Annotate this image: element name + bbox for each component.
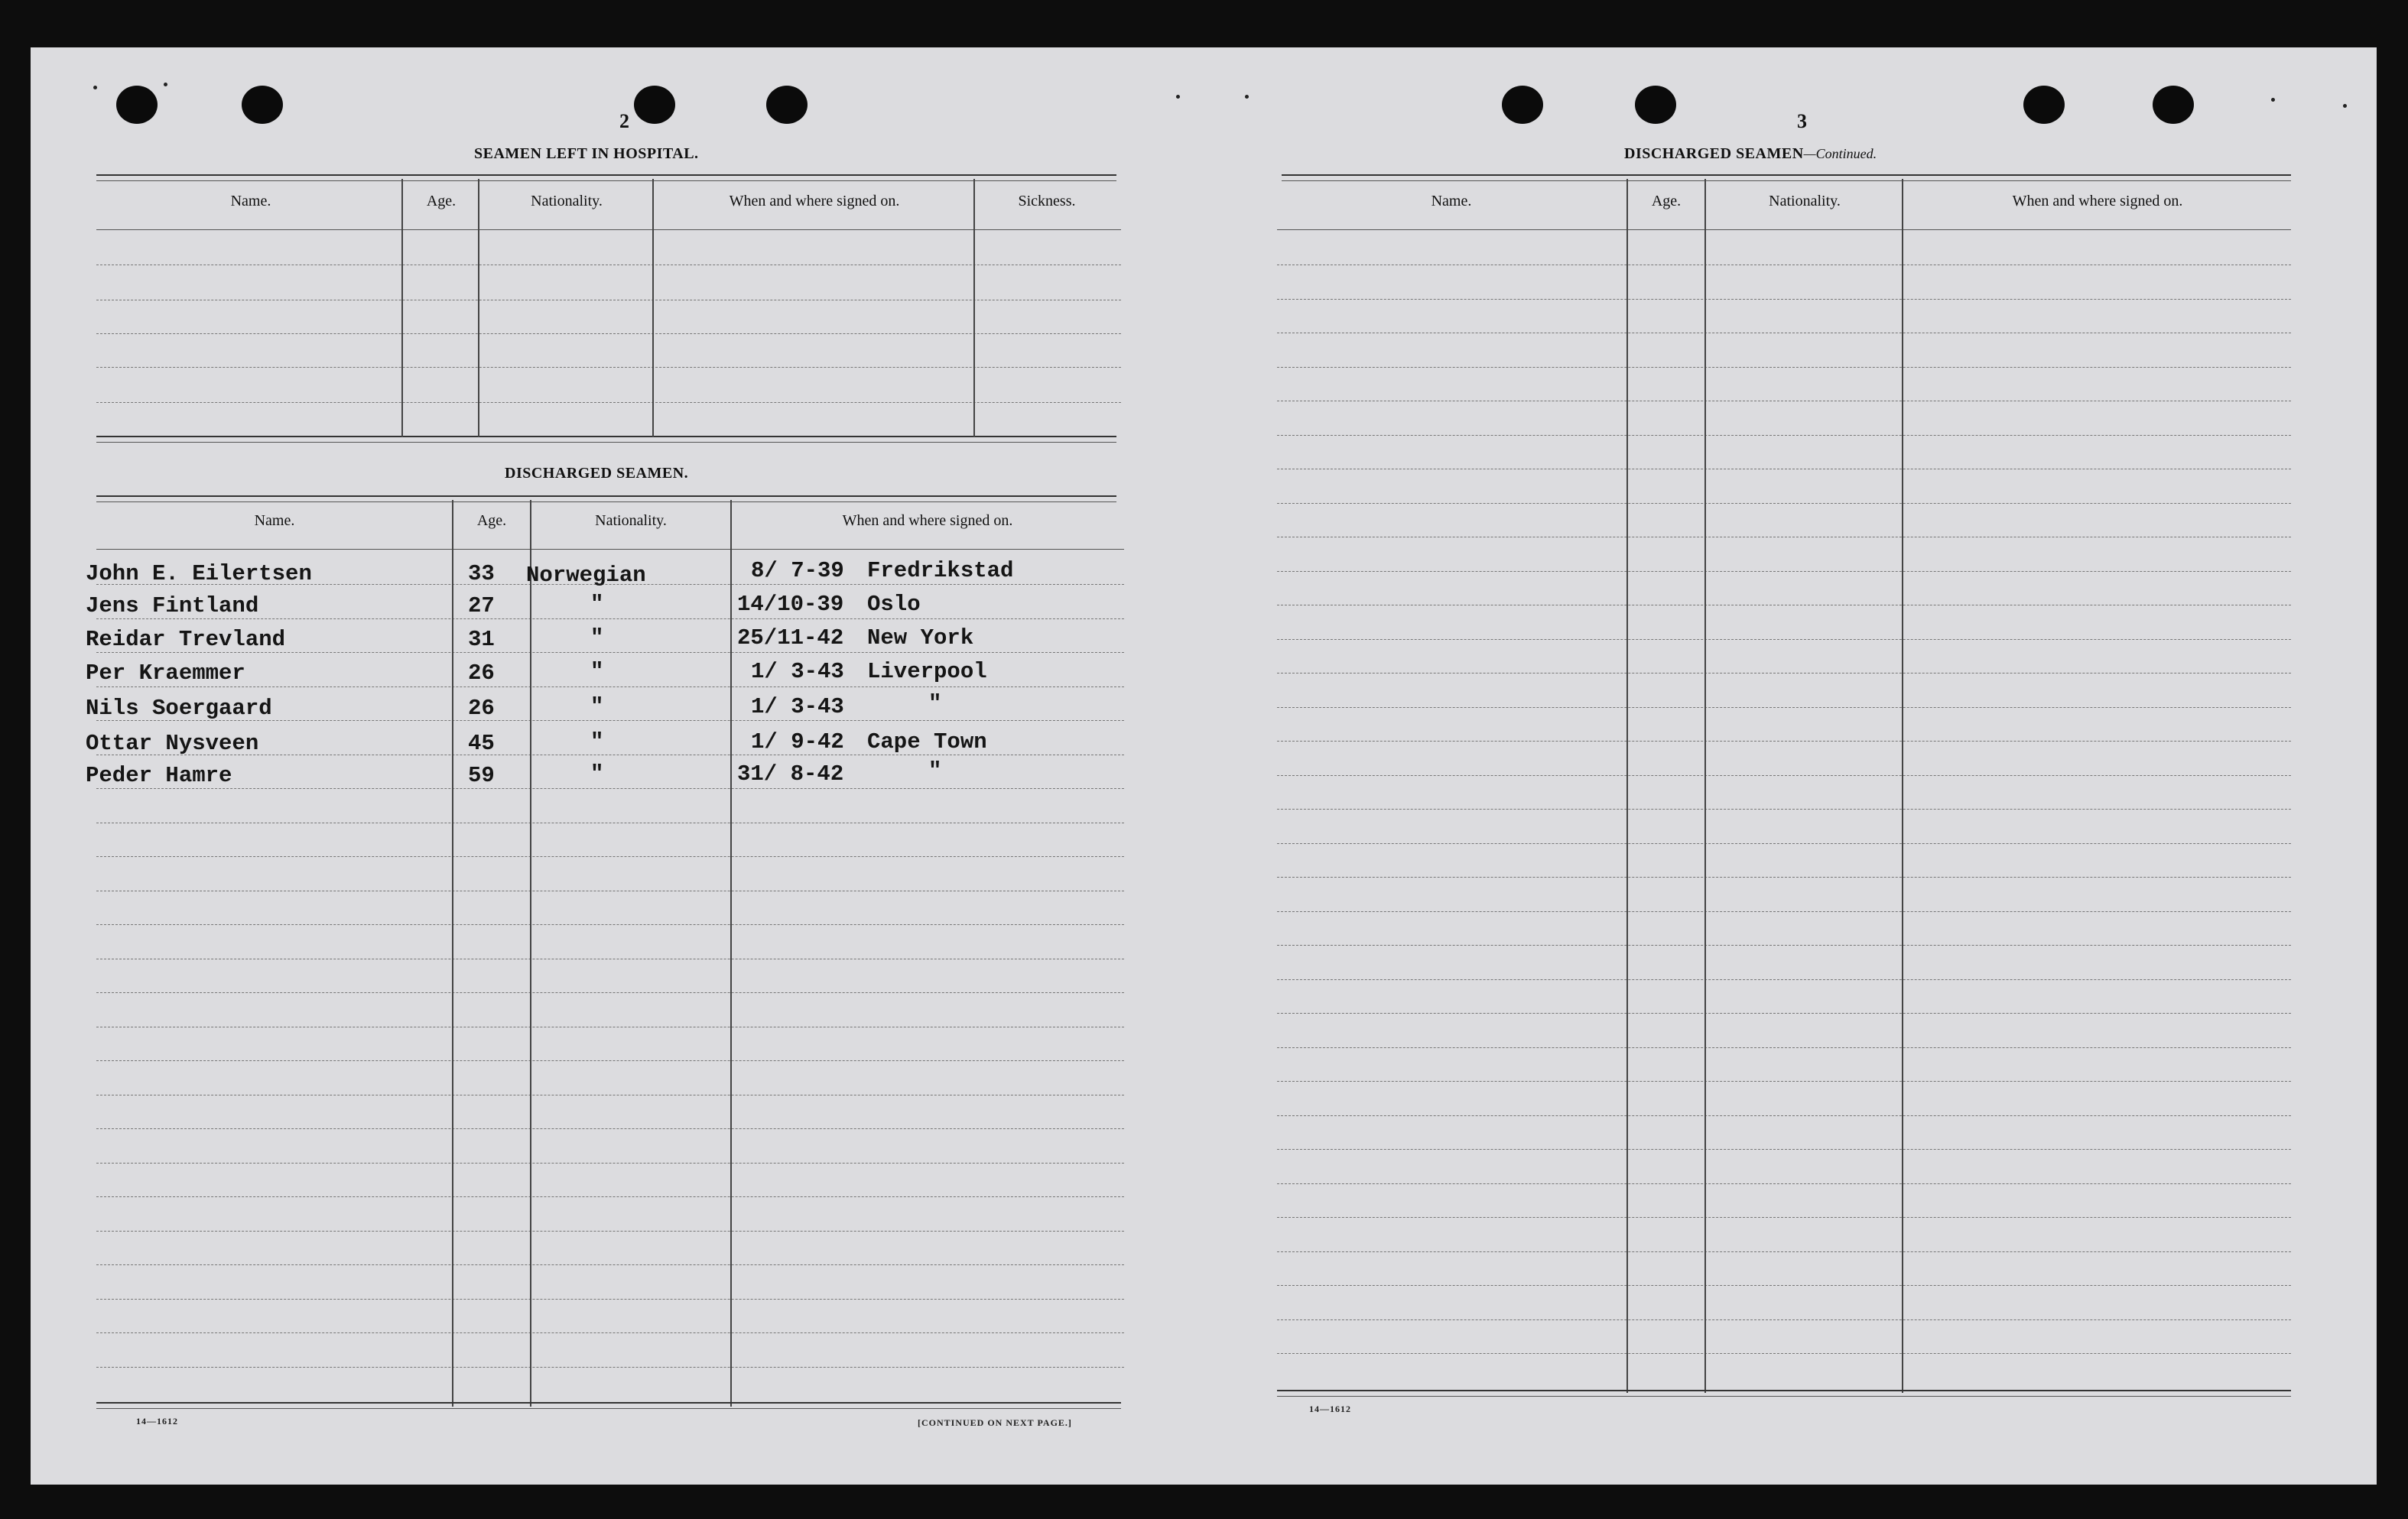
hospital-top-rule xyxy=(96,174,1116,181)
ledger-row-line xyxy=(1277,843,2291,844)
ledger-row-line xyxy=(96,1299,1124,1300)
signed-on-date: 1/ 3-43 xyxy=(751,659,844,684)
speck xyxy=(93,86,97,89)
right-top-rule xyxy=(1282,174,2291,181)
speck xyxy=(2343,104,2347,108)
discharged-header-rule xyxy=(96,549,1124,550)
ledger-row-line xyxy=(96,856,1124,857)
ledger-row-line xyxy=(96,1367,1124,1368)
speck xyxy=(164,83,167,86)
hospital-col-name-header: Name. xyxy=(230,193,271,209)
seaman-name: Per Kraemmer xyxy=(86,661,245,686)
page-number-right: 3 xyxy=(1797,110,1807,132)
ledger-row-line xyxy=(1277,1081,2291,1082)
punch-hole xyxy=(1635,86,1676,124)
hospital-col-divider xyxy=(401,179,403,437)
discharged-section-title: DISCHARGED SEAMEN. xyxy=(505,465,689,482)
right-col-divider xyxy=(1902,179,1903,1393)
signed-on-date: 1/ 3-43 xyxy=(751,694,844,719)
signed-on-place: Oslo xyxy=(867,592,921,617)
seaman-name: John E. Eilertsen xyxy=(86,561,312,586)
discharged-col-signed-header: When and where signed on. xyxy=(842,512,1013,529)
seaman-name: Peder Hamre xyxy=(86,763,232,788)
signed-on-place: Fredrikstad xyxy=(867,558,1014,583)
signed-on-place: " xyxy=(928,758,942,784)
hospital-col-divider xyxy=(652,179,654,437)
signed-on-place: Cape Town xyxy=(867,729,987,755)
seaman-nationality: " xyxy=(590,729,604,755)
continued-note: [CONTINUED ON NEXT PAGE.] xyxy=(918,1417,1072,1428)
speck xyxy=(1245,95,1249,99)
ledger-row-line xyxy=(1277,639,2291,640)
hospital-col-age-header: Age. xyxy=(426,193,457,209)
seaman-age: 33 xyxy=(468,561,495,586)
hospital-col-divider xyxy=(478,179,479,437)
seaman-age: 59 xyxy=(468,763,495,788)
signed-on-place: " xyxy=(928,691,942,716)
ledger-row-line xyxy=(1277,1251,2291,1252)
ledger-row-line xyxy=(1277,911,2291,912)
signed-on-date: 8/ 7-39 xyxy=(751,558,844,583)
right-col-name-header: Name. xyxy=(1431,193,1472,209)
ledger-row-line xyxy=(1277,945,2291,946)
ledger-row-line xyxy=(96,1332,1124,1333)
ledger-row-line xyxy=(96,924,1124,925)
seaman-nationality: " xyxy=(590,592,604,617)
seaman-name: Reidar Trevland xyxy=(86,627,286,652)
speck xyxy=(1176,95,1180,99)
right-col-signed-header: When and where signed on. xyxy=(2012,193,2183,209)
ledger-row-line xyxy=(1277,367,2291,368)
seaman-age: 27 xyxy=(468,593,495,618)
ledger-row-line xyxy=(1277,299,2291,300)
discharged-col-name-header: Name. xyxy=(254,512,295,529)
ledger-row-line xyxy=(1277,1115,2291,1116)
ledger-row-line xyxy=(1277,1183,2291,1184)
ledger-row-line xyxy=(96,1231,1124,1232)
signed-on-date: 14/10-39 xyxy=(737,592,844,617)
hospital-col-nationality-header: Nationality. xyxy=(531,193,603,209)
hospital-col-divider xyxy=(973,179,975,437)
hospital-header-rule xyxy=(96,229,1121,230)
signed-on-date: 31/ 8-42 xyxy=(737,761,844,787)
punch-hole xyxy=(116,86,158,124)
right-title-main: DISCHARGED SEAMEN xyxy=(1624,145,1804,162)
ledger-row-line xyxy=(96,788,1124,789)
discharged-bottom-rule xyxy=(96,1402,1121,1409)
discharged-col-age-header: Age. xyxy=(476,512,507,529)
hospital-col-sickness-header: Sickness. xyxy=(1018,193,1076,209)
ledger-row-line xyxy=(96,652,1124,653)
right-col-age-header: Age. xyxy=(1651,193,1682,209)
ledger-row-line xyxy=(1277,1149,2291,1150)
speck xyxy=(2271,98,2275,102)
ledger-row-line xyxy=(1277,571,2291,572)
seaman-nationality: " xyxy=(590,694,604,719)
form-number-left: 14—1612 xyxy=(136,1416,178,1426)
hospital-row-line xyxy=(96,333,1121,334)
ledger-row-line xyxy=(1277,503,2291,504)
ledger-sheet xyxy=(31,47,2377,1485)
discharged-col-divider xyxy=(530,500,531,1407)
right-col-nationality-header: Nationality. xyxy=(1769,193,1841,209)
ledger-row-line xyxy=(96,1264,1124,1265)
punch-hole xyxy=(2153,86,2194,124)
right-col-divider xyxy=(1626,179,1628,1393)
punch-hole xyxy=(242,86,283,124)
seaman-age: 26 xyxy=(468,661,495,686)
ledger-row-line xyxy=(96,992,1124,993)
hospital-row-line xyxy=(96,367,1121,368)
discharged-col-divider xyxy=(452,500,453,1407)
right-header-rule xyxy=(1277,229,2291,230)
right-title-suffix: —Continued. xyxy=(1803,146,1877,161)
ledger-row-line xyxy=(1277,435,2291,436)
ledger-row-line xyxy=(1277,877,2291,878)
hospital-section-title: SEAMEN LEFT IN HOSPITAL. xyxy=(474,145,699,162)
ledger-row-line xyxy=(96,686,1124,687)
discharged-col-divider xyxy=(730,500,732,1407)
form-number-right: 14—1612 xyxy=(1309,1404,1351,1414)
ledger-row-line xyxy=(1277,1353,2291,1354)
punch-hole xyxy=(634,86,675,124)
signed-on-place: New York xyxy=(867,625,974,651)
seaman-name: Jens Fintland xyxy=(86,593,259,618)
ledger-row-line xyxy=(1277,979,2291,980)
ledger-row-line xyxy=(96,1128,1124,1129)
seaman-nationality: " xyxy=(590,659,604,684)
hospital-row-line xyxy=(96,402,1121,403)
ledger-row-line xyxy=(1277,707,2291,708)
ledger-row-line xyxy=(96,1060,1124,1061)
ledger-row-line xyxy=(1277,1285,2291,1286)
ledger-row-line xyxy=(1277,775,2291,776)
punch-hole xyxy=(766,86,808,124)
seaman-nationality: Norwegian xyxy=(526,563,646,588)
signed-on-date: 1/ 9-42 xyxy=(751,729,844,755)
discharged-col-nationality-header: Nationality. xyxy=(595,512,667,529)
discharged-top-rule xyxy=(96,495,1116,502)
signed-on-place: Liverpool xyxy=(867,659,987,684)
seaman-age: 26 xyxy=(468,696,495,721)
hospital-bottom-rule xyxy=(96,436,1116,443)
right-bottom-rule xyxy=(1277,1390,2291,1397)
ledger-row-line xyxy=(96,1163,1124,1164)
signed-on-date: 25/11-42 xyxy=(737,625,844,651)
ledger-row-line xyxy=(1277,1319,2291,1320)
right-col-divider xyxy=(1704,179,1706,1393)
punch-hole xyxy=(1502,86,1543,124)
right-section-title xyxy=(1624,145,1877,163)
ledger-row-line xyxy=(1277,1013,2291,1014)
ledger-row-line xyxy=(1277,1217,2291,1218)
ledger-row-line xyxy=(1277,809,2291,810)
page-number-left: 2 xyxy=(619,110,629,132)
seaman-nationality: " xyxy=(590,761,604,787)
ledger-row-line xyxy=(96,618,1124,619)
hospital-col-signed-header: When and where signed on. xyxy=(729,193,900,209)
seaman-name: Ottar Nysveen xyxy=(86,731,259,756)
seaman-nationality: " xyxy=(590,625,604,651)
punch-hole xyxy=(2023,86,2065,124)
ledger-row-line xyxy=(96,1196,1124,1197)
seaman-name: Nils Soergaard xyxy=(86,696,272,721)
ledger-row-line xyxy=(1277,1047,2291,1048)
ledger-row-line xyxy=(1277,741,2291,742)
seaman-age: 31 xyxy=(468,627,495,652)
seaman-age: 45 xyxy=(468,731,495,756)
